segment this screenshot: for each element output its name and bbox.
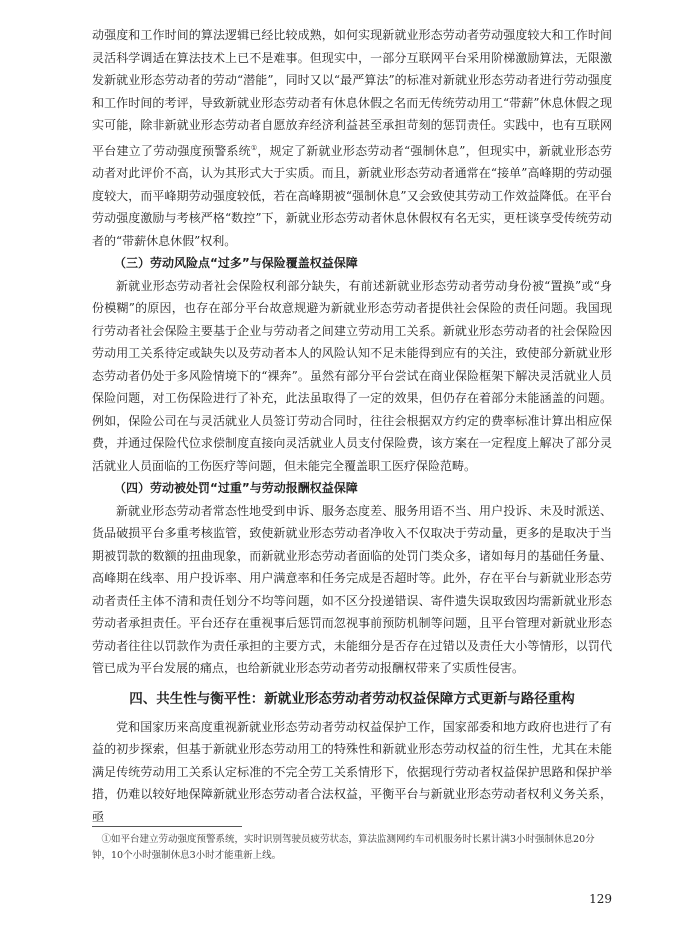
body-paragraph: 动强度和工作时间的算法逻辑已经比较成熟，如何实现新就业形态劳动者劳动强度较大和工作时间灵活科学调适在算法技术上已不是难事。但现实中，一部分互联网平台采用阶梯激励算法，无限激发新就业形态劳动者的劳动“潜能”，同时又以“最严算法”的标准对新就业形态劳动者进行劳动强度和工作时间的考评，导致新就业形态劳动者有休息休假之名而无传统劳动用工“带薪”休息休假之现实可能，除非新就业形态劳动者自愿放弃经济利益甚至承担苛刻的惩罚责任。实践中，也有互联网平台建立了劳动强度预警系统①，规定了新就业形态劳动者“强制休息”，但现实中，新就业形态劳动者对此评价不高，认为其形式大于实质。而且，新就业形态劳动者通常在“接单”高峰期的劳动强度较大，而平峰期劳动强度较低，若在高峰期被“强制休息”又会致使其劳动工作效益降低。在平台劳动强度激励与考核严格“数控”下，新就业形态劳动者休息休假权有名无实，更枉谈享受传统劳动者的“带薪休息休假”权利。 (92, 28, 612, 248)
footnote-divider (92, 826, 242, 827)
article-body (92, 24, 612, 828)
subsection-heading: （四）劳动被处罚“过重”与劳动报酬权益保障 (114, 481, 358, 495)
section-heading: 四、共生性与衡平性：新就业形态劳动者劳动权益保障方式更新与路径重构 (129, 690, 575, 707)
body-paragraph: 党和国家历来高度重视新就业形态劳动者劳动权益保护工作，国家部委和地方政府也进行了有益的初步探索，但基于新就业形态劳动用工的特殊性和新就业形态劳动权益的衍生性，尤其在未能满足传统劳动用工关系认定标准的不完全劳工关系情形下，依据现行劳动者权益保护思路和保护举措，仍难以较好地保障新就业形态劳动者合法权益，平衡平台与新就业形态劳动者权利义务关系，亟 (92, 719, 612, 824)
footnote-marker[interactable]: ① (250, 143, 258, 152)
footnote: ①如平台建立劳动强度预警系统，实时识别驾驶员疲劳状态，算法监测网约车司机服务时长累计满3小时强制休息20分钟，10个小时强制休息3小时才能重新上线。 (92, 834, 595, 861)
subsection-heading: （三）劳动风险点“过多”与保险覆盖权益保障 (114, 256, 358, 270)
body-paragraph: 新就业形态劳动者常态性地受到申诉、服务态度差、服务用语不当、用户投诉、未及时派送、货品破损平台多重考核监管，致使新就业形态劳动者净收入不仅取决于劳动量，更多的是取决于当期被罚款的数额的扭曲现象，而新就业形态劳动者面临的处罚门类众多，诸如每月的基础任务量、高峰期在线率、用户投诉率、用户满意率和任务完成是否超时等。此外，存在平台与新就业形态劳动者责任主体不清和责任划分不均等问题，如不区分投递错误、寄件遗失误取致因均需新就业形态劳动者承担责任。平台还存在重视事后惩罚而忽视事前预防机制等问题，且平台管理对新就业形态劳动者往往以罚款作为责任承担的主要方式，未能细分是否存在过错以及责任大小等情形，以罚代管已成为平台发展的痛点，也给新就业形态劳动者劳动报酬权带来了实质性侵害。 (92, 503, 612, 675)
page-number: 129 (589, 892, 612, 906)
body-paragraph: 新就业形态劳动者社会保险权利部分缺失，有前述新就业形态劳动者劳动身份被“置换”或“身份模糊”的原因，也存在部分平台故意规避为新就业形态劳动者提供社会保险的责任问题。我国现行劳动者社会保险主要基于企业与劳动者之间建立劳动用工关系。新就业形态劳动者的社会保险因劳动用工关系待定或缺失以及劳动者本人的风险认知不足未能得到应有的关注，致使部分新就业形态劳动者仍处于多风险情境下的“裸奔”。虽然有部分平台尝试在商业保险框架下解决灵活就业人员保险问题，对工伤保险进行了补充，此法虽取得了一定的效果，但仍存在着部分未能涵盖的问题。例如，保险公司在与灵活就业人员签订劳动合同时，往往会根据双方约定的费率标准计算出相应保费，并通过保险代位求偿制度直接向灵活就业人员支付保险费，该方案在一定程度上解决了部分灵活就业人员面临的工伤医疗等问题，但未能完全覆盖职工医疗保险范畴。 (92, 278, 612, 473)
